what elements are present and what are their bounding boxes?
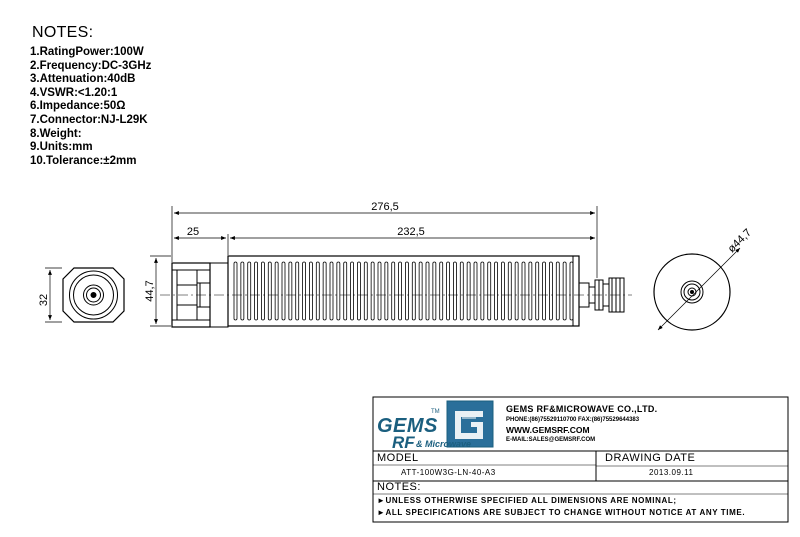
heatsink-fin <box>309 262 312 320</box>
heatsink-fin <box>433 262 436 320</box>
heatsink-fin <box>536 262 539 320</box>
company-website: WWW.GEMSRF.COM <box>506 425 590 435</box>
note-item: 4.VSWR:<1.20:1 <box>30 86 118 99</box>
model-value: ATT-100W3G-LN-40-A3 <box>401 468 496 477</box>
note-item: 8.Weight: <box>30 127 82 140</box>
right-end-view <box>654 248 740 330</box>
heatsink-fin <box>303 262 306 320</box>
dim-connector-width: 32 <box>38 293 50 307</box>
note-item: 3.Attenuation:40dB <box>30 73 136 86</box>
heatsink-fin <box>330 262 333 320</box>
heatsink-fin <box>447 262 450 320</box>
heatsink-fin <box>488 262 491 320</box>
drawing-date-value: 2013.09.11 <box>649 468 694 477</box>
heatsink-fin <box>261 262 264 320</box>
company-phone: PHONE:(86)75529110700 FAX:(86)75529644383 <box>506 417 640 423</box>
dim-connector-length: 25 <box>186 226 200 238</box>
heatsink-fin <box>255 262 258 320</box>
heatsink-fin <box>275 262 278 320</box>
heatsink-fin <box>515 262 518 320</box>
side-view <box>160 256 632 327</box>
dim-end-diameter: ø44,7 <box>725 226 755 256</box>
title-block-notes-label: NOTES: <box>377 481 421 493</box>
note-item: 9.Units:mm <box>30 141 93 154</box>
heatsink-fin <box>296 262 299 320</box>
heatsink-fin <box>556 262 559 320</box>
heatsink-fin <box>481 262 484 320</box>
heatsink-fin <box>440 262 443 320</box>
heatsink-fin <box>378 262 381 320</box>
note-item: 6.Impedance:50Ω <box>30 100 126 113</box>
side-view-dimensions <box>150 206 597 326</box>
heatsink-fin <box>405 262 408 320</box>
heatsink-fin <box>419 262 422 320</box>
title-block-note-2: ►ALL SPECIFICATIONS ARE SUBJECT TO CHANGE WITHOUT NOTICE AT ANY TIME. <box>377 508 746 517</box>
model-label: MODEL <box>377 452 419 464</box>
dim-body-height: 44,7 <box>144 280 156 302</box>
heatsink-fin <box>467 262 470 320</box>
heatsink-fin <box>344 262 347 320</box>
title-block <box>373 397 788 522</box>
heatsink-fin <box>385 262 388 320</box>
logo-trademark: TM <box>431 409 440 415</box>
logo-rf: RF <box>392 433 415 452</box>
note-item: 7.Connector:NJ-L29K <box>30 113 148 126</box>
heatsink-fin <box>501 262 504 320</box>
note-item: 2.Frequency:DC-3GHz <box>30 59 152 72</box>
heatsink-fin <box>364 262 367 320</box>
heatsink-fin <box>495 262 498 320</box>
heatsink-fin <box>549 262 552 320</box>
notes-title: NOTES: <box>32 24 94 41</box>
heatsink-fin <box>543 262 546 320</box>
left-end-view <box>45 268 124 322</box>
heatsink-fin <box>351 262 354 320</box>
heatsink-fin <box>392 262 395 320</box>
company-name: GEMS RF&MICROWAVE CO.,LTD. <box>506 404 658 414</box>
company-email: E-MAIL:SALES@GEMSRF.COM <box>506 437 596 443</box>
heatsink-fin <box>248 262 251 320</box>
note-item: 10.Tolerance:±2mm <box>30 154 137 167</box>
heatsink-fin <box>234 262 237 320</box>
heatsink-fins <box>234 262 573 320</box>
heatsink-fin <box>529 262 532 320</box>
heatsink-fin <box>426 262 429 320</box>
heatsink-fin <box>241 262 244 320</box>
dim-body-length: 232,5 <box>397 226 425 238</box>
heatsink-fin <box>323 262 326 320</box>
logo-gems: GEMS <box>377 415 438 437</box>
heatsink-fin <box>522 262 525 320</box>
dim-overall-length: 276,5 <box>371 201 399 213</box>
heatsink-fin <box>268 262 271 320</box>
company-info <box>506 404 657 445</box>
heatsink-fin <box>337 262 340 320</box>
heatsink-fin <box>453 262 456 320</box>
heatsink-fin <box>289 262 292 320</box>
title-block-note-1: ►UNLESS OTHERWISE SPECIFIED ALL DIMENSIONS ARE NOMINAL; <box>377 496 677 505</box>
note-item: 1.RatingPower:100W <box>30 46 144 58</box>
heatsink-fin <box>316 262 319 320</box>
heatsink-fin <box>412 262 415 320</box>
logo-microwave: & Microwave <box>416 439 472 449</box>
heatsink-fin <box>399 262 402 320</box>
heatsink-fin <box>508 262 511 320</box>
heatsink-fin <box>474 262 477 320</box>
heatsink-fin <box>563 262 566 320</box>
heatsink-fin <box>371 262 374 320</box>
heatsink-fin <box>460 262 463 320</box>
drawing-date-label: DRAWING DATE <box>605 452 696 464</box>
heatsink-fin <box>357 262 360 320</box>
heatsink-fin <box>282 262 285 320</box>
